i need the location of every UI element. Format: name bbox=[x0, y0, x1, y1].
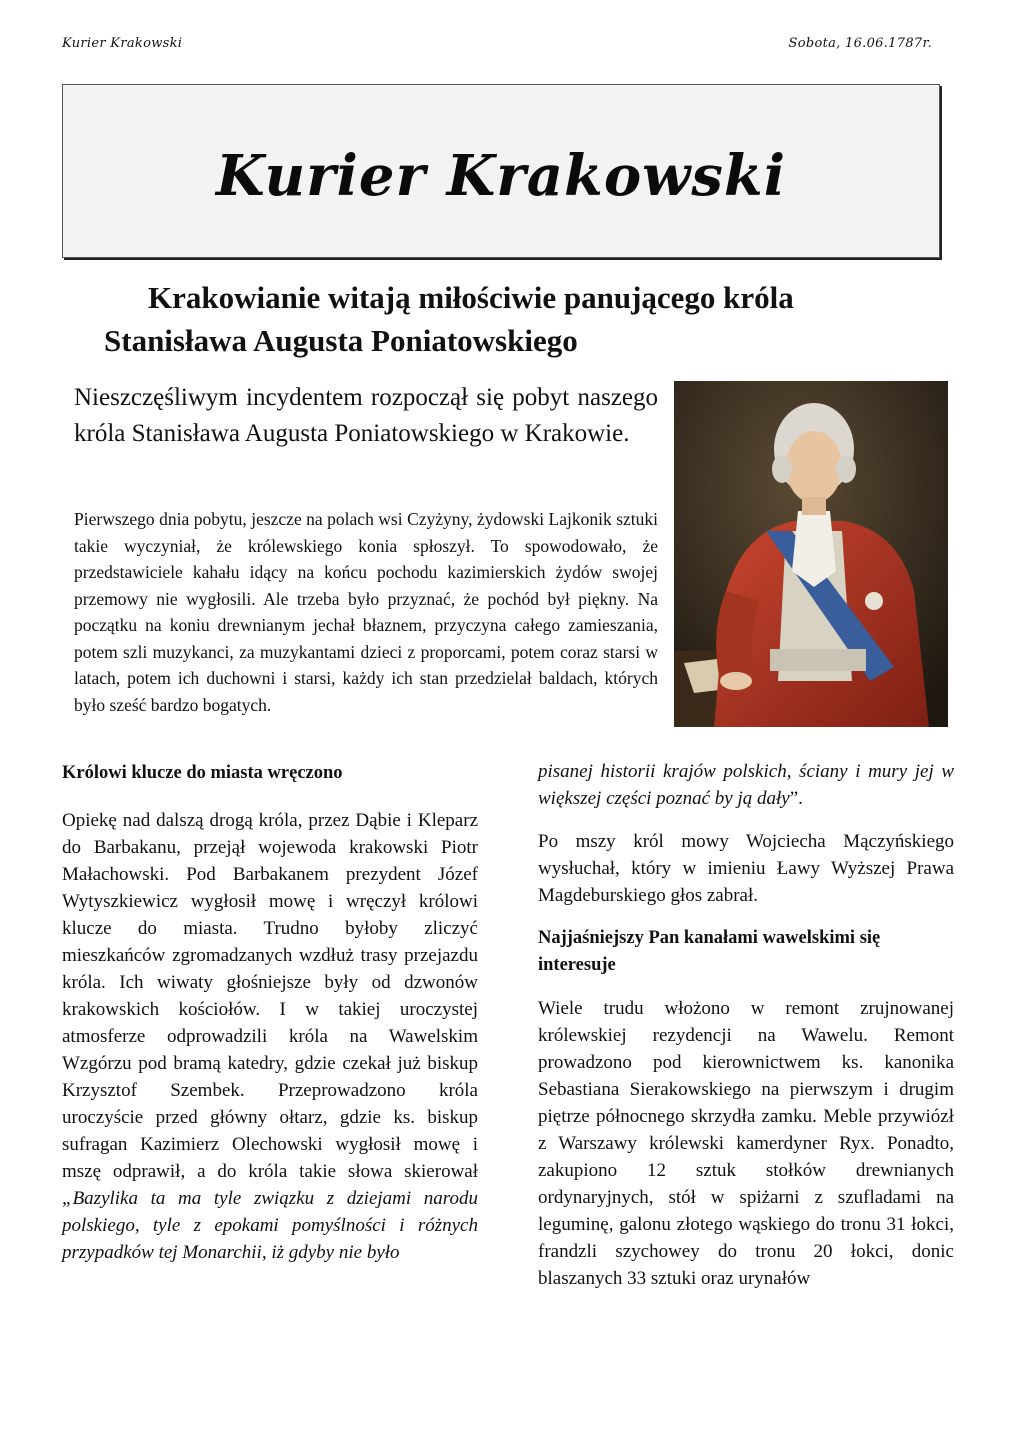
headline-line-2: Stanisława Augusta Poniatowskiego bbox=[104, 323, 578, 358]
section-heading-canals: Najjaśniejszy Pan kanałami wawelskimi się interesuje bbox=[538, 928, 881, 975]
bishop-quote-end: pisanej historii krajów polskich, ściany i mury jej w większej części poznać by ją dały bbox=[538, 761, 954, 809]
quote-continuation bbox=[538, 758, 954, 812]
king-portrait-image bbox=[674, 381, 948, 727]
column-left bbox=[62, 760, 478, 1266]
article-paragraph: Po mszy król mowy Wojciecha Mączyńskiego wysłuchał, który w imieniu Ławy Wyższej Prawa Magdeburskiego głos zabrał. bbox=[538, 831, 954, 906]
article-paragraph bbox=[62, 807, 478, 1266]
bishop-quote: „Bazylika ta ma tyle związku z dziejami narodu polskiego, tyle z epokami pomyślności i różnych przypadków tej Monarchii, iż gdyby nie było bbox=[62, 1188, 478, 1263]
intro-paragraph: Pierwszego dnia pobytu, jeszcze na polach wsi Czyżyny, żydowski Lajkonik sztuki takie wyczyniał, że królewskiego konia spłoszył. To spowodowało, że przedstawiciele kahału idący na końcu pochodu kazimierskich żydów swojej przemowy nie wygłosili. Ale trzeba było przyznać, że pochód był piękny. Na początku na koniu drewnianym jechał błaznem, przyczyna całego zamieszania, potem szli muzykanci, za muzykantami dzieci z proporcami, potem coraz starsi w latach, potem ich duchowni i starsi, każdy ich stan przedzielał baldach, których było sześć bardzo bogatych. bbox=[74, 509, 658, 715]
article-text: Opiekę nad dalszą drogą króla, przez Dąbie i Kleparz do Barbakanu, przejął wojewoda krakowski Piotr Małachowski. Pod Barbakanem prezydent Józef Wytyszkiewicz wygłosił mowę i wręczył królowi klucze do miasta. Trudno byłoby zliczyć mieszkańców zgromadzanych wzdłuż trasy przejazdu króla. Ich wiwaty głośniejsze były od dzwonów krakowskich kościołów. I w takiej uroczystej atmosferze odprowadzili króla na Wawelskim Wzgórzu pod bramą katedry, gdzie czekał już biskup Krzysztof Szembek. Przeprowadzono króla uroczyście przed główny ołtarz, gdzie ks. biskup sufragan Kazimierz Olechowski wygłosił mowę i mszę odprawił, a do króla takie słowa skierował bbox=[62, 810, 478, 1182]
running-header bbox=[62, 36, 932, 51]
header-newspaper-name: Kurier Krakowski bbox=[62, 36, 183, 51]
portrait-illustration bbox=[674, 381, 948, 727]
lead-paragraph: Nieszczęśliwym incydentem rozpoczął się pobyt naszego króla Stanisława Augusta Poniatowskiego w Krakowie. bbox=[74, 384, 658, 447]
column-right bbox=[538, 760, 954, 1292]
masthead-title: Kurier Krakowski bbox=[216, 143, 786, 209]
headline bbox=[0, 276, 1014, 362]
quote-closing-mark: ”. bbox=[789, 788, 803, 809]
header-date: Sobota, 16.06.1787r. bbox=[788, 36, 932, 51]
section-heading-keys: Królowi klucze do miasta wręczono bbox=[62, 763, 343, 783]
headline-line-1: Krakowianie witają miłościwie panującego króla bbox=[148, 280, 794, 315]
masthead bbox=[62, 84, 940, 258]
article-paragraph: Wiele trudu włożono w remont zrujnowanej królewskiej rezydencji na Wawelu. Remont prowadzono pod kierownictwem ks. kanonika Sebastiana Sierakowskiego na pierwszym i drugim piętrze północnego skrzydła zamku. Meble przywiózł z Warszawy królewski kamerdyner Ryx. Ponadto, zakupiono 12 sztuk stołków drewnianych ordynaryjnych, stół w spiżarni z szufladami na leguminę, galonu złotego wąskiego do tronu 31 łokci, frandzli szychowey do tronu 20 łokci, donic blaszanych 33 sztuki oraz urynałów bbox=[538, 998, 954, 1289]
